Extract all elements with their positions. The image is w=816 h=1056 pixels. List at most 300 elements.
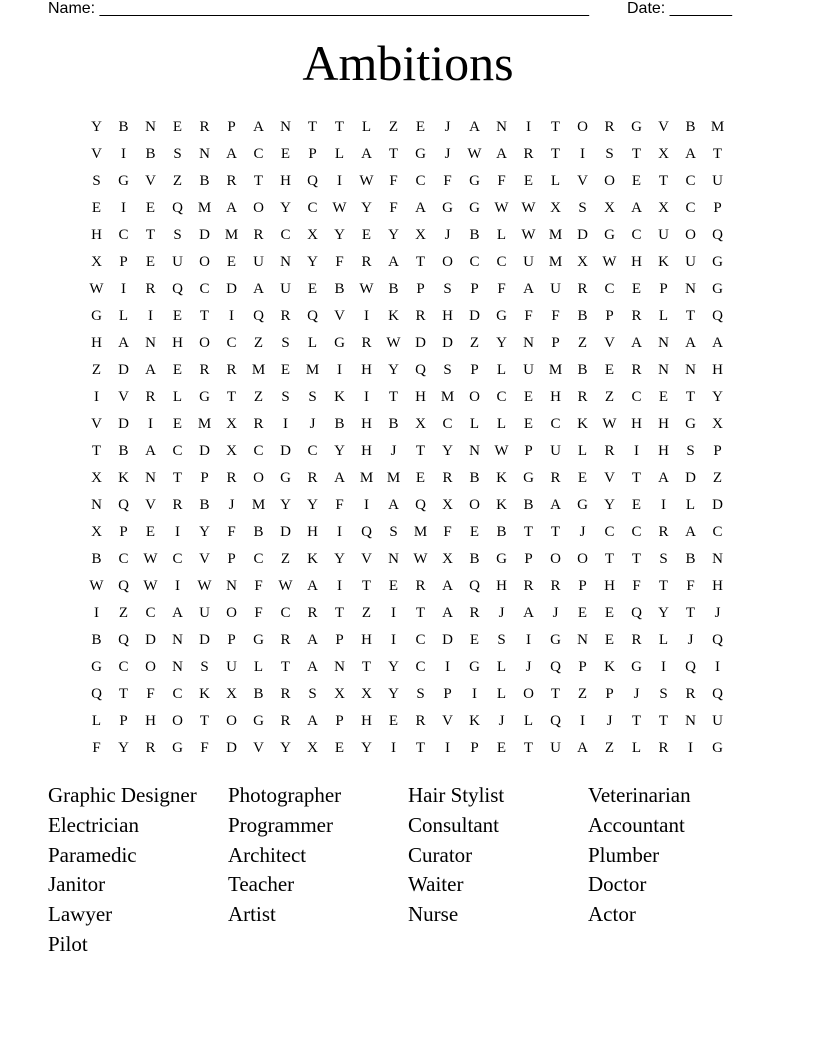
grid-letter: H [307,524,318,540]
grid-letter: I [121,281,126,297]
grid-letter: S [497,632,506,648]
grid-letter: H [658,443,669,459]
grid-letter: E [523,416,534,432]
grid-letter: C [253,551,264,567]
grid-letter: L [631,740,642,756]
grid-letter: G [118,173,129,189]
grid-letter: F [524,308,533,324]
grid-letter: L [685,497,696,513]
grid-letter: W [602,254,617,270]
grid-letter: U [199,605,210,621]
grid-letter: P [470,740,479,756]
grid-letter: C [415,173,426,189]
grid-letter: Z [604,389,615,405]
grid-letter: Y [496,335,507,351]
grid-letter: G [91,308,102,324]
grid-letter: Y [280,740,291,756]
grid-letter: W [89,281,104,297]
grid-letter: C [631,227,642,243]
grid-letter: W [494,200,509,216]
grid-letter: Z [361,605,372,621]
grid-letter: H [361,713,372,729]
grid-letter: P [335,713,344,729]
grid-letter: Q [415,497,426,513]
grid-letter: W [521,227,536,243]
grid-letter: C [253,146,264,162]
grid-letter: S [659,551,668,567]
grid-letter: U [550,281,561,297]
grid-letter: P [470,362,479,378]
grid-letter: I [94,389,99,405]
grid-letter: B [388,281,399,297]
grid-letter: T [415,254,426,270]
grid-letter: R [361,335,372,351]
grid-letter: R [415,713,426,729]
grid-letter: S [281,389,290,405]
grid-letter: P [524,551,533,567]
grid-letter: Y [118,740,129,756]
grid-letter: F [389,173,398,189]
word-list-item: Paramedic [48,842,137,867]
word-list-item: Hair Stylist [408,783,505,807]
grid-letter: M [359,470,374,486]
grid-letter: E [280,146,291,162]
grid-letter: U [523,254,534,270]
grid-letter: C [685,200,696,216]
grid-letter: A [361,146,372,162]
grid-letter: Q [91,686,102,702]
grid-letter: T [118,686,129,702]
grid-letter: U [226,659,237,675]
grid-letter: E [172,119,183,135]
grid-letter: J [444,227,451,243]
grid-letter: I [175,524,180,540]
grid-letter: T [550,146,561,162]
grid-letter: N [145,470,156,486]
grid-letter: W [521,200,536,216]
word-list-item: Pilot [48,931,88,956]
grid-letter: B [388,416,399,432]
grid-letter: H [712,578,723,594]
grid-letter: J [687,632,694,648]
grid-letter: I [148,308,153,324]
grid-letter: B [685,119,696,135]
grid-letter: Z [253,335,264,351]
grid-letter: G [442,200,453,216]
grid-letter: I [148,416,153,432]
grid-letter: B [199,497,210,513]
grid-letter: O [523,686,534,702]
grid-letter: G [415,146,426,162]
grid-letter: R [631,632,642,648]
grid-letter: M [224,227,239,243]
grid-letter: C [550,416,561,432]
grid-letter: D [280,524,291,540]
grid-letter: W [89,578,104,594]
grid-letter: X [442,551,453,567]
grid-letter: T [685,308,696,324]
grid-letter: I [337,524,342,540]
grid-letter: L [496,416,507,432]
grid-letter: Q [118,632,129,648]
grid-letter: G [496,308,507,324]
grid-letter: J [714,605,721,621]
grid-letter: C [307,200,318,216]
grid-letter: S [92,173,101,189]
grid-letter: X [334,686,345,702]
grid-letter: A [307,713,318,729]
grid-letter: V [145,497,156,513]
grid-letter: P [713,200,722,216]
word-list-item: Consultant [408,812,500,837]
grid-letter: K [658,254,669,270]
grid-row [83,438,731,465]
word-list-item: Nurse [408,902,459,927]
word-list-item: Teacher [228,872,295,897]
grid-letter: D [145,632,156,648]
grid-letter: E [361,227,372,243]
grid-letter: N [469,443,480,459]
grid-letter: T [604,551,615,567]
grid-letter: K [604,659,615,675]
grid-letter: O [469,497,480,513]
grid-letter: F [497,281,506,297]
grid-letter: L [496,659,507,675]
grid-row [83,492,731,519]
grid-letter: A [523,605,534,621]
word-list-item: Graphic Designer [48,783,197,807]
grid-letter: S [686,443,695,459]
grid-letter: X [658,200,669,216]
grid-letter: I [283,416,288,432]
word-list-item: Doctor [588,872,647,897]
grid-letter: E [658,389,669,405]
grid-letter: A [307,632,318,648]
grid-letter: T [199,713,210,729]
grid-letter: Z [604,740,615,756]
word-list-item: Lawyer [48,902,113,927]
grid-letter: N [334,659,345,675]
grid-letter: N [496,119,507,135]
grid-letter: W [386,335,401,351]
grid-letter: N [145,335,156,351]
grid-letter: T [712,146,723,162]
grid-letter: G [712,254,723,270]
grid-letter: R [253,416,264,432]
grid-letter: E [280,362,291,378]
grid-letter: T [91,443,102,459]
grid-letter: R [658,740,669,756]
grid-letter: O [199,254,210,270]
grid-letter: C [118,227,129,243]
grid-row [83,303,731,330]
grid-letter: T [523,740,534,756]
grid-letter: O [604,173,615,189]
grid-letter: G [523,470,534,486]
grid-letter: D [118,416,129,432]
grid-letter: A [145,443,156,459]
grid-letter: C [685,173,696,189]
grid-letter: H [280,173,291,189]
grid-letter: Q [172,200,183,216]
grid-letter: N [226,578,237,594]
grid-letter: N [577,632,588,648]
grid-letter: P [578,578,587,594]
grid-letter: H [361,416,372,432]
grid-letter: H [361,443,372,459]
grid-letter: P [416,281,425,297]
grid-letter: N [685,713,696,729]
grid-letter: M [413,524,428,540]
grid-letter: A [307,659,318,675]
grid-letter: J [228,497,235,513]
grid-letter: E [496,740,507,756]
grid-letter: A [388,497,399,513]
grid-letter: C [226,335,237,351]
grid-letter: P [578,659,587,675]
grid-letter: Z [91,362,102,378]
grid-letter: R [280,308,291,324]
grid-letter: Y [334,227,345,243]
grid-letter: R [145,740,156,756]
grid-letter: N [172,632,183,648]
grid-row [83,222,731,249]
grid-letter: Y [442,443,453,459]
grid-letter: G [550,632,561,648]
grid-letter: F [497,173,506,189]
grid-letter: V [577,173,588,189]
grid-letter: F [227,524,236,540]
grid-letter: F [551,308,560,324]
grid-letter: E [631,497,642,513]
grid-row [83,276,731,303]
grid-letter: R [550,578,561,594]
grid-row [83,519,731,546]
grid-letter: I [580,146,585,162]
grid-letter: J [552,605,559,621]
grid-letter: C [604,281,615,297]
grid-letter: E [415,470,426,486]
grid-letter: Q [712,308,723,324]
grid-letter: U [658,227,669,243]
grid-letter: E [388,713,399,729]
grid-letter: T [415,443,426,459]
grid-letter: I [391,605,396,621]
page-title: Ambitions [302,35,514,91]
grid-letter: P [659,281,668,297]
grid-letter: U [685,254,696,270]
grid-row [83,114,731,141]
grid-letter: T [334,119,345,135]
grid-letter: C [253,443,264,459]
grid-letter: C [496,254,507,270]
grid-letter: R [199,119,210,135]
grid-letter: A [442,605,453,621]
grid-letter: S [416,686,425,702]
grid-letter: B [577,308,588,324]
grid-letter: T [550,524,561,540]
grid-letter: Y [307,254,318,270]
grid-row [83,330,731,357]
grid-letter: O [577,551,588,567]
grid-letter: Y [280,200,291,216]
grid-letter: I [526,632,531,648]
grid-row [83,141,731,168]
grid-letter: I [661,497,666,513]
grid-letter: N [388,551,399,567]
grid-letter: E [631,173,642,189]
grid-letter: B [496,524,507,540]
grid-letter: O [172,713,183,729]
grid-letter: R [280,632,291,648]
grid-row [83,600,731,627]
grid-letter: S [578,200,587,216]
grid-letter: Y [361,740,372,756]
grid-letter: L [361,119,372,135]
grid-letter: F [92,740,101,756]
grid-letter: E [91,200,102,216]
grid-letter: H [631,416,642,432]
grid-letter: G [199,389,210,405]
grid-letter: G [469,200,480,216]
grid-letter: G [631,119,642,135]
grid-letter: Q [685,659,696,675]
grid-letter: C [145,605,156,621]
grid-letter: P [470,281,479,297]
grid-letter: H [172,335,183,351]
grid-letter: K [334,389,345,405]
grid-letter: E [604,605,615,621]
grid-letter: R [361,254,372,270]
grid-letter: N [280,119,291,135]
grid-letter: A [118,335,129,351]
grid-letter: G [469,173,480,189]
grid-letter: D [118,362,129,378]
grid-letter: X [226,686,237,702]
grid-letter: D [226,281,237,297]
grid-letter: K [496,470,507,486]
grid-letter: Z [118,605,129,621]
grid-letter: R [280,713,291,729]
grid-letter: X [307,740,318,756]
grid-letter: C [172,551,183,567]
grid-letter: I [472,686,477,702]
grid-letter: T [145,227,156,243]
grid-letter: E [145,200,156,216]
grid-letter: T [280,659,291,675]
grid-letter: N [280,254,291,270]
grid-letter: Z [577,335,588,351]
grid-letter: P [605,686,614,702]
grid-letter: Y [91,119,102,135]
grid-row [83,654,731,681]
grid-letter: K [469,713,480,729]
grid-letter: I [715,659,720,675]
grid-letter: E [604,632,615,648]
grid-letter: N [685,362,696,378]
grid-letter: M [548,362,563,378]
grid-letter: T [388,146,399,162]
grid-letter: B [469,470,480,486]
grid-letter: R [145,281,156,297]
grid-letter: R [253,227,264,243]
grid-letter: C [415,659,426,675]
grid-letter: I [94,605,99,621]
grid-letter: G [496,551,507,567]
grid-letter: Q [631,605,642,621]
grid-letter: T [658,578,669,594]
grid-letter: D [199,443,210,459]
grid-letter: H [145,713,156,729]
word-list-item: Veterinarian [588,783,691,807]
grid-letter: C [415,632,426,648]
grid-letter: D [280,443,291,459]
grid-letter: I [364,497,369,513]
grid-letter: B [469,551,480,567]
grid-letter: S [173,227,182,243]
grid-letter: I [337,362,342,378]
grid-letter: T [550,686,561,702]
grid-letter: H [496,578,507,594]
grid-letter: C [280,227,291,243]
grid-letter: G [685,416,696,432]
grid-letter: G [712,281,723,297]
grid-letter: V [361,551,372,567]
grid-letter: R [199,362,210,378]
grid-letter: X [91,524,102,540]
grid-letter: G [172,740,183,756]
grid-letter: G [91,659,102,675]
grid-letter: S [308,686,317,702]
grid-letter: P [713,443,722,459]
grid-letter: C [631,524,642,540]
grid-letter: M [548,254,563,270]
grid-letter: G [334,335,345,351]
grid-letter: Z [388,119,399,135]
grid-letter: O [199,335,210,351]
header-line [48,0,748,20]
grid-letter: Z [469,335,480,351]
grid-letter: P [524,443,533,459]
grid-letter: O [253,200,264,216]
grid-letter: A [685,524,696,540]
grid-letter: P [119,254,128,270]
grid-letter: A [226,200,237,216]
grid-letter: X [226,443,237,459]
grid-letter: C [307,443,318,459]
grid-letter: O [253,470,264,486]
grid-letter: E [604,362,615,378]
grid-letter: R [226,362,237,378]
grid-letter: T [415,605,426,621]
grid-letter: P [551,335,560,351]
grid-letter: B [145,146,156,162]
grid-letter: S [308,389,317,405]
grid-letter: K [577,416,588,432]
grid-letter: G [253,713,264,729]
grid-letter: I [580,713,585,729]
grid-letter: Y [307,497,318,513]
grid-letter: H [550,389,561,405]
grid-letter: T [226,389,237,405]
grid-letter: L [658,632,669,648]
grid-letter: E [631,281,642,297]
grid-letter: A [415,200,426,216]
grid-row [83,465,731,492]
grid-letter: S [281,335,290,351]
grid-letter: I [364,389,369,405]
grid-letter: C [469,254,480,270]
